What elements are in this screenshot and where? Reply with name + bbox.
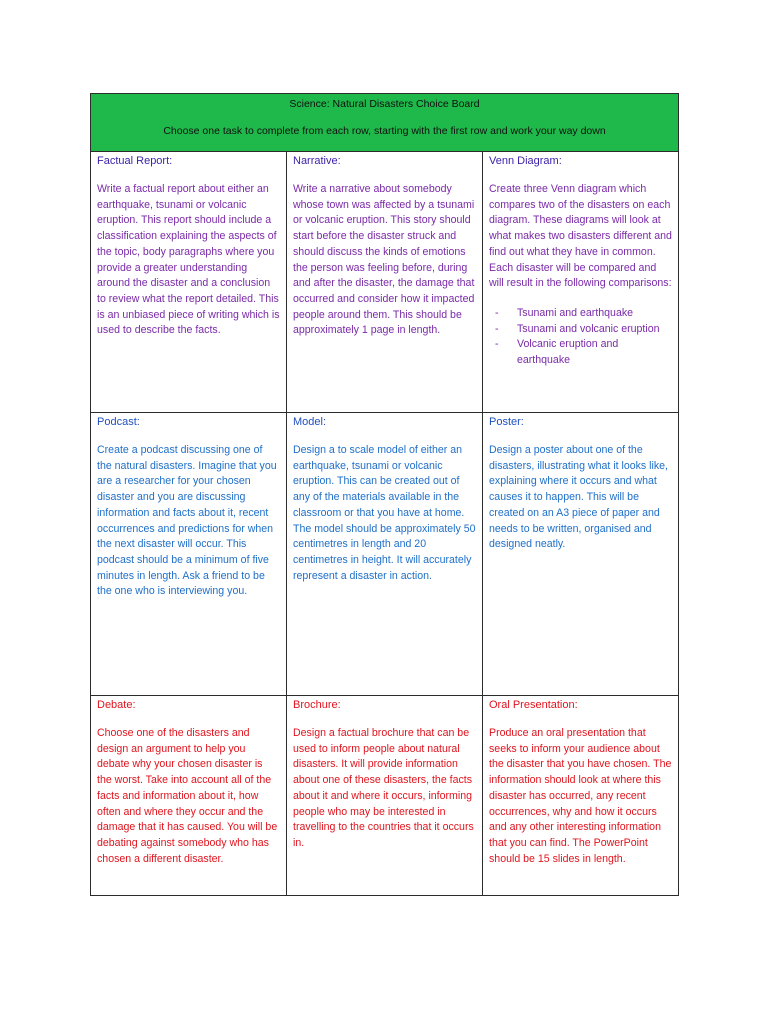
task-cell-model (287, 413, 483, 696)
task-description: Create a podcast discussing one of the natural disasters. Imagine that you are a researcher for your chosen disaster and you are discussing information and facts about it, recent occurrences and predictions for when the next disaster will occur. This podcast should be a minimum of five minutes in length. Ask a friend to be the one who is interviewing you. (97, 444, 277, 598)
task-title: Model: (293, 416, 327, 428)
task-title: Brochure: (293, 699, 341, 711)
task-description: Design a factual brochure that can be used to inform people about natural disasters. It will provide information about one of these disasters, the facts about it and where it occurs, informing people who may be interested in travelling to the countries that it occurs in. (293, 727, 474, 849)
task-title: Poster: (489, 416, 524, 428)
task-title: Debate: (97, 699, 136, 711)
task-title: Podcast: (97, 416, 140, 428)
task-title: Narrative: (293, 155, 341, 167)
task-description: Produce an oral presentation that seeks to inform your audience about the disaster that you have chosen. The information should look at where this disaster has occurred, any recent occurrences, why and how it occurs and any other interesting information that you can find. The PowerPoint should be 15 slides in length. (489, 727, 672, 865)
task-description: Write a narrative about somebody whose town was affected by a tsunami or volcanic eruption. This story should start before the disaster struck and should discuss the kinds of emotions the person was feeling before, during and after the disaster, the damage that occurred and consider how it impacted people around them. This should be approximately 1 page in length. (293, 183, 475, 337)
task-title: Venn Diagram: (489, 155, 562, 167)
task-cell-narrative (287, 152, 483, 413)
task-title: Oral Presentation: (489, 699, 578, 711)
list-item: - Tsunami and volcanic eruption (489, 322, 672, 338)
task-cell-factual-report (91, 152, 287, 413)
task-description: Create three Venn diagram which compares two of the disasters on each diagram. These diagrams will look at what makes two disasters different and find out what they have in common. Each disaster will be compared and will result in the following comparisons: (489, 183, 672, 290)
board-title: Science: Natural Disasters Choice Board (289, 98, 480, 110)
board-instruction: Choose one task to complete from each row, starting with the first row and work your way down (163, 125, 606, 137)
task-row-2 (91, 413, 679, 696)
task-cell-podcast (91, 413, 287, 696)
task-cell-venn-diagram (483, 152, 679, 413)
task-cell-debate (91, 696, 287, 896)
task-description: Design a to scale model of either an earthquake, tsunami or volcanic eruption. This can be created out of any of the materials available in the classroom or that you have at home. The model should be approximately 50 centimetres in length and 20 centimetres in height. It will accurately represent a disaster in action. (293, 444, 476, 582)
task-row-3 (91, 696, 679, 896)
task-description: Choose one of the disasters and design an argument to help you debate why your chosen disaster is the worst. Take into account all of the facts and information about it, how often and where they occur and the damage that it has caused. You will be debating against somebody who has chosen a different disaster. (97, 727, 278, 865)
task-cell-brochure (287, 696, 483, 896)
task-cell-poster (483, 413, 679, 696)
list-item: - Tsunami and earthquake (489, 306, 672, 322)
task-description: Design a poster about one of the disasters, illustrating what it looks like, explaining where it occurs and what causes it to happen. This will be created on an A3 piece of paper and needs to be written, organised and designed neatly. (489, 444, 668, 551)
list-item: - Volcanic eruption and earthquake (489, 337, 672, 368)
task-row-1 (91, 152, 679, 413)
comparison-list (489, 306, 672, 369)
task-title: Factual Report: (97, 155, 173, 167)
task-description: Write a factual report about either an earthquake, tsunami or volcanic eruption. This report should include a classification explaining the aspects of the topic, body paragraphs where you provide a greater understanding around the disaster and a conclusion to review what the report detailed. This is an unbiased piece of writing which is used to describe the facts. (97, 183, 280, 337)
choice-board-table (90, 93, 679, 896)
board-header (91, 94, 679, 152)
task-cell-oral-presentation (483, 696, 679, 896)
